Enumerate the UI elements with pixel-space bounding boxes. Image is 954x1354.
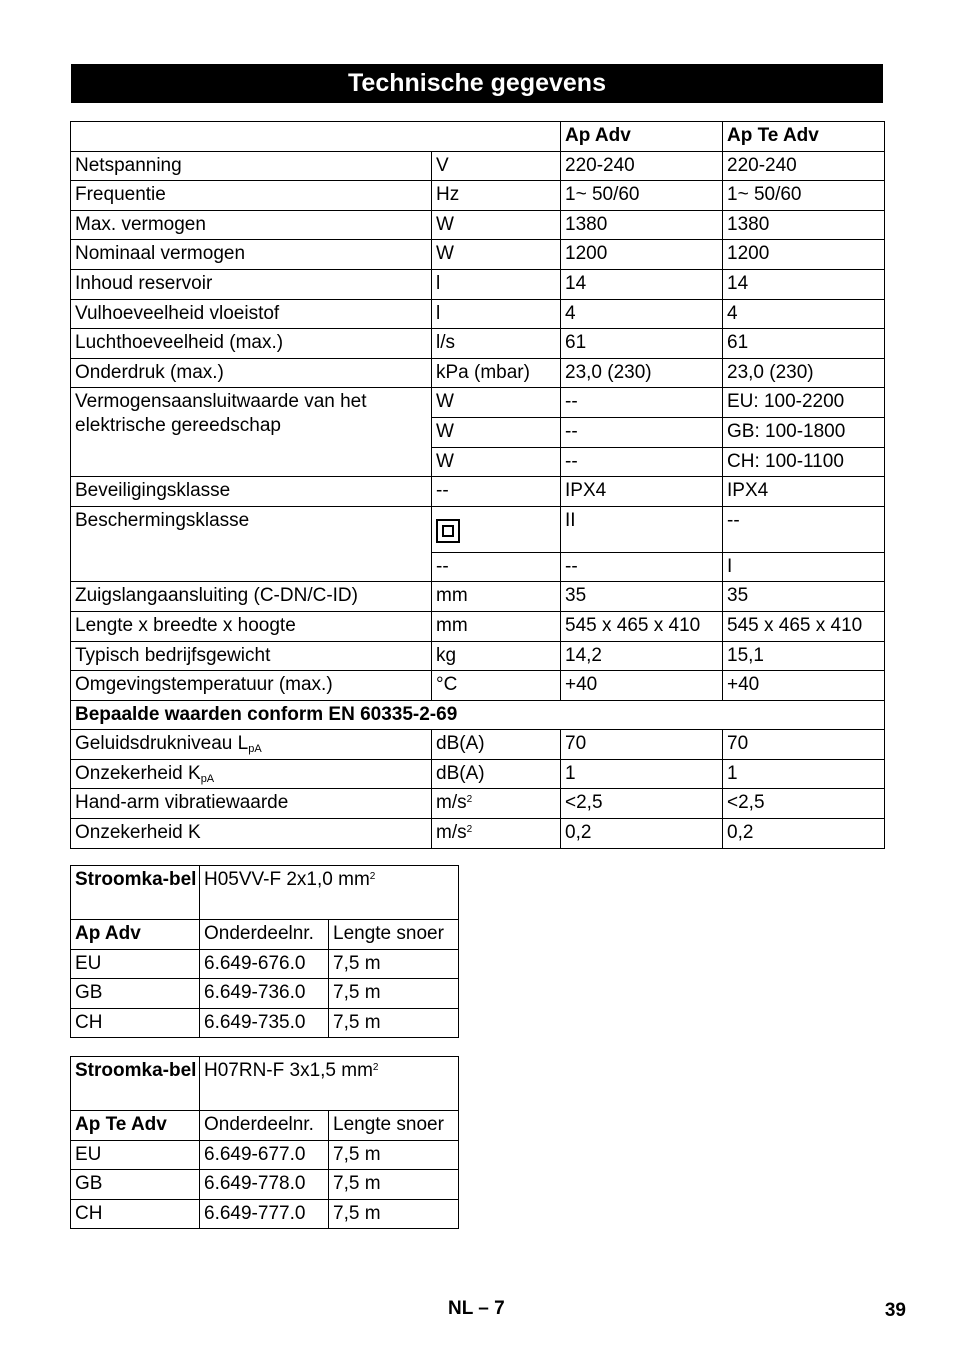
row-value-1: 70 — [561, 730, 723, 760]
row-value-2: 35 — [723, 582, 885, 612]
spec-header-empty — [71, 122, 561, 152]
row-value-2: 14 — [723, 269, 885, 299]
vibration-unit: m/s — [436, 792, 467, 814]
spec-table — [70, 121, 885, 849]
page-number: 39 — [884, 1300, 906, 1321]
row-label: Typisch bedrijfsgewicht — [71, 641, 432, 671]
row-unit: W — [432, 210, 561, 240]
row-value-2: 61 — [723, 329, 885, 359]
row-label: Omgevingstemperatuur (max.) — [71, 671, 432, 701]
row-label — [71, 759, 432, 789]
table-row — [71, 358, 885, 388]
cable-table-ap-adv — [70, 865, 459, 1038]
cable-length: 7,5 m — [329, 979, 459, 1009]
cable-part: 6.649-736.0 — [200, 979, 329, 1009]
row-unit: dB(A) — [432, 759, 561, 789]
row-value-2: CH: 100-1100 — [723, 447, 885, 477]
table-row — [71, 151, 885, 181]
table-row — [71, 819, 885, 849]
table-row — [71, 979, 459, 1009]
vibration-unc-unit-sup: 2 — [466, 824, 473, 836]
table-row — [71, 1199, 459, 1229]
row-label: Hand-arm vibratiewaarde — [71, 789, 432, 819]
cable-part: 6.649-778.0 — [200, 1170, 329, 1200]
row-value-1: 1200 — [561, 240, 723, 270]
cable-type-text: H05VV-F 2x1,0 mm — [204, 869, 370, 890]
row-value-2: 23,0 (230) — [723, 358, 885, 388]
row-label: Onzekerheid K — [71, 819, 432, 849]
row-value-2: IPX4 — [723, 477, 885, 507]
row-unit: W — [432, 388, 561, 418]
row-value-2: <2,5 — [723, 789, 885, 819]
row-value-1: -- — [561, 417, 723, 447]
row-value-1: 220-240 — [561, 151, 723, 181]
row-value-1: 4 — [561, 299, 723, 329]
row-unit — [432, 819, 561, 849]
cable-region: EU — [71, 1140, 200, 1170]
table-row — [71, 240, 885, 270]
row-unit: W — [432, 447, 561, 477]
row-value-1: 0,2 — [561, 819, 723, 849]
row-value-2: 220-240 — [723, 151, 885, 181]
row-value-1: II — [561, 506, 723, 552]
table-row — [71, 477, 885, 507]
row-value-1: 35 — [561, 582, 723, 612]
section-header: Bepaalde waarden conform EN 60335-2-69 — [71, 700, 885, 730]
row-label: Max. vermogen — [71, 210, 432, 240]
row-value-1: 14,2 — [561, 641, 723, 671]
row-value-2: 545 x 465 x 410 — [723, 611, 885, 641]
row-label: Lengte x breedte x hoogte — [71, 611, 432, 641]
row-value-2: 15,1 — [723, 641, 885, 671]
cable-type-text: H07RN-F 3x1,5 mm — [204, 1060, 373, 1081]
row-label: Netspanning — [71, 151, 432, 181]
footer-section-label: NL – 7 — [448, 1298, 505, 1319]
row-unit: W — [432, 417, 561, 447]
cable-model: Ap Adv — [71, 920, 200, 950]
noise-unc-label: Onzekerheid K — [75, 762, 201, 784]
row-value-2: +40 — [723, 671, 885, 701]
cable-length: 7,5 m — [329, 949, 459, 979]
page-title: Technische gegevens — [71, 64, 883, 103]
spec-header-row — [71, 122, 885, 152]
cable-region: GB — [71, 1170, 200, 1200]
table-row — [71, 730, 885, 760]
row-value-1: 23,0 (230) — [561, 358, 723, 388]
row-label: Vulhoeveelheid vloeistof — [71, 299, 432, 329]
cable-model: Ap Te Adv — [71, 1111, 200, 1141]
row-label: Inhoud reservoir — [71, 269, 432, 299]
row-value-2: 4 — [723, 299, 885, 329]
row-value-2: 1200 — [723, 240, 885, 270]
table-row — [71, 949, 459, 979]
row-value-1: IPX4 — [561, 477, 723, 507]
noise-label-sub: pA — [248, 743, 262, 756]
protection-class-ii-icon — [436, 519, 460, 543]
row-unit — [432, 789, 561, 819]
tool-power-label: Vermogensaansluitwaarde van het elektrische gereedschap — [71, 388, 432, 477]
row-unit: mm — [432, 582, 561, 612]
row-unit: -- — [432, 477, 561, 507]
row-unit: W — [432, 240, 561, 270]
cable-region: GB — [71, 979, 200, 1009]
table-row — [71, 582, 885, 612]
section-header-row — [71, 700, 885, 730]
col-header-part: Onderdeelnr. — [200, 920, 329, 950]
cable-type-sup: 2 — [372, 1062, 379, 1073]
row-unit: -- — [432, 552, 561, 582]
table-row — [71, 1140, 459, 1170]
cable-label: Stroomka-bel — [71, 1057, 200, 1111]
table-row — [71, 210, 885, 240]
row-unit: kg — [432, 641, 561, 671]
row-label: Zuigslangaansluiting (C-DN/C-ID) — [71, 582, 432, 612]
row-value-2: -- — [723, 506, 885, 552]
cable-type — [200, 1057, 459, 1111]
table-row — [71, 269, 885, 299]
row-unit: dB(A) — [432, 730, 561, 760]
row-unit: l — [432, 269, 561, 299]
row-value-2: 0,2 — [723, 819, 885, 849]
cable-part: 6.649-777.0 — [200, 1199, 329, 1229]
row-label: Beveiligingsklasse — [71, 477, 432, 507]
table-row — [71, 671, 885, 701]
cable-type — [200, 866, 459, 920]
col-header-ap-adv: Ap Adv — [561, 122, 723, 152]
row-label — [71, 730, 432, 760]
cable-part: 6.649-735.0 — [200, 1008, 329, 1038]
row-unit: V — [432, 151, 561, 181]
table-row — [71, 329, 885, 359]
row-value-2: 1~ 50/60 — [723, 181, 885, 211]
row-value-1: +40 — [561, 671, 723, 701]
table-row — [71, 1111, 459, 1141]
protection-icon-cell — [432, 506, 561, 552]
row-value-1: 545 x 465 x 410 — [561, 611, 723, 641]
col-header-part: Onderdeelnr. — [200, 1111, 329, 1141]
table-row — [71, 789, 885, 819]
table-row — [71, 759, 885, 789]
row-unit: mm — [432, 611, 561, 641]
row-label: Nominaal vermogen — [71, 240, 432, 270]
row-label: Frequentie — [71, 181, 432, 211]
row-value-2: I — [723, 552, 885, 582]
row-value-1: <2,5 — [561, 789, 723, 819]
row-value-2: 70 — [723, 730, 885, 760]
table-row — [71, 388, 885, 418]
row-value-1: -- — [561, 447, 723, 477]
table-row — [71, 1170, 459, 1200]
row-value-1: 61 — [561, 329, 723, 359]
row-value-2: GB: 100-1800 — [723, 417, 885, 447]
row-value-1: 1 — [561, 759, 723, 789]
cable-length: 7,5 m — [329, 1008, 459, 1038]
noise-label: Geluidsdrukniveau L — [75, 733, 249, 755]
row-unit: °C — [432, 671, 561, 701]
row-label: Luchthoeveelheid (max.) — [71, 329, 432, 359]
table-row — [71, 506, 885, 552]
cable-table-ap-te-adv — [70, 1056, 459, 1229]
table-row — [71, 1008, 459, 1038]
row-value-1: -- — [561, 388, 723, 418]
table-row — [71, 611, 885, 641]
row-unit: l — [432, 299, 561, 329]
table-row — [71, 920, 459, 950]
row-unit: l/s — [432, 329, 561, 359]
row-value-1: -- — [561, 552, 723, 582]
col-header-ap-te-adv: Ap Te Adv — [723, 122, 885, 152]
noise-unc-label-sub: pA — [200, 772, 215, 785]
cable-length: 7,5 m — [329, 1140, 459, 1170]
row-value-2: 1380 — [723, 210, 885, 240]
table-row — [71, 181, 885, 211]
table-row — [71, 866, 459, 920]
vibration-unc-unit: m/s — [436, 822, 467, 844]
row-value-1: 1~ 50/60 — [561, 181, 723, 211]
row-unit: kPa (mbar) — [432, 358, 561, 388]
bescherming-label: Beschermingsklasse — [71, 506, 432, 582]
table-row — [71, 641, 885, 671]
vibration-unit-sup: 2 — [466, 794, 473, 806]
cable-region: CH — [71, 1008, 200, 1038]
cable-region: EU — [71, 949, 200, 979]
cable-label: Stroomka-bel — [71, 866, 200, 920]
row-value-2: 1 — [723, 759, 885, 789]
cable-length: 7,5 m — [329, 1170, 459, 1200]
cable-length: 7,5 m — [329, 1199, 459, 1229]
row-unit: Hz — [432, 181, 561, 211]
row-value-2: EU: 100-2200 — [723, 388, 885, 418]
col-header-length: Lengte snoer — [329, 1111, 459, 1141]
row-value-1: 1380 — [561, 210, 723, 240]
cable-part: 6.649-677.0 — [200, 1140, 329, 1170]
col-header-length: Lengte snoer — [329, 920, 459, 950]
cable-region: CH — [71, 1199, 200, 1229]
cable-part: 6.649-676.0 — [200, 949, 329, 979]
row-value-1: 14 — [561, 269, 723, 299]
table-row — [71, 1057, 459, 1111]
table-row — [71, 299, 885, 329]
cable-type-sup: 2 — [369, 871, 376, 882]
row-label: Onderdruk (max.) — [71, 358, 432, 388]
